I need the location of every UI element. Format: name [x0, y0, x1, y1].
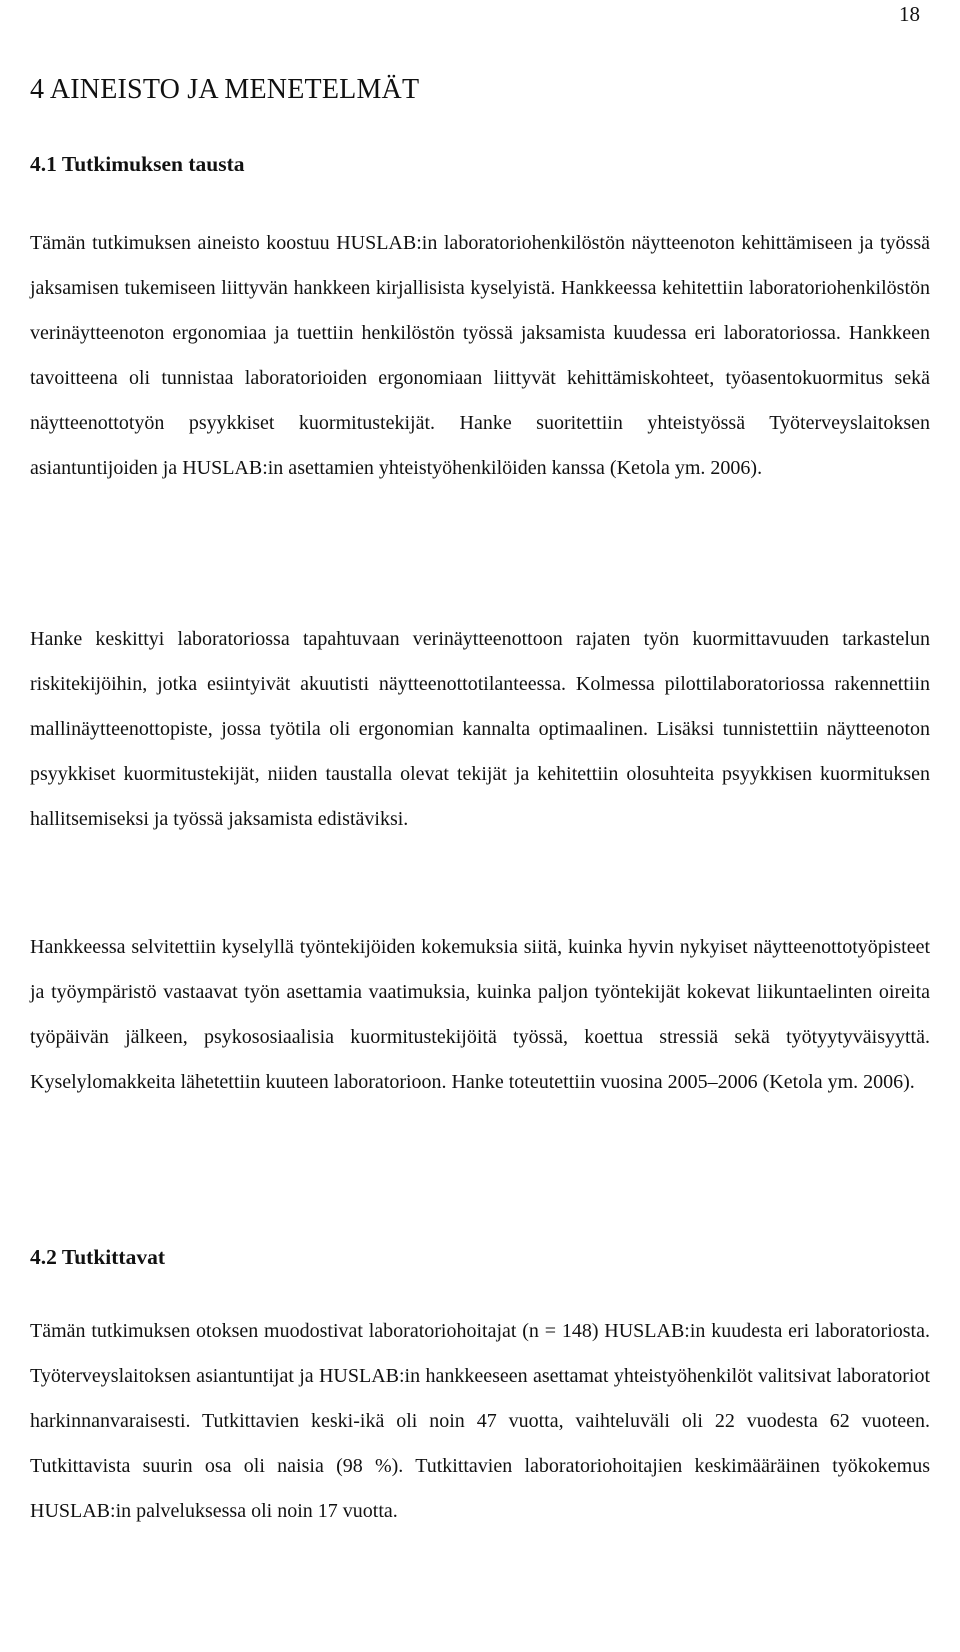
section-heading-4-2: 4.2 Tutkittavat: [30, 1245, 166, 1269]
paragraph-4-2-1: Tämän tutkimuksen otoksen muodostivat laboratoriohoitajat (n = 148) HUSLAB:in kuudesta eri laboratoriosta. Työterveyslaitoksen asiantuntijat ja HUSLAB:in hankkeeseen asettamat yhteistyöhenkilöt valitsivat laboratoriot harkinnanvaraisesti. Tutkittavien keski-ikä oli noin 47 vuotta, vaihteluväli oli 22 vuodesta 62 vuoteen. Tutkittavista suurin osa oli naisia (98 %). Tutkittavien laboratoriohoitajien keskimääräinen työkokemus HUSLAB:in palveluksessa oli noin 17 vuotta.: [30, 1320, 930, 1522]
paragraph-4-1-1: Tämän tutkimuksen aineisto koostuu HUSLAB:in laboratoriohenkilöstön näytteenoton kehittämiseen ja työssä jaksamisen tukemiseen liittyvän hankkeen kirjallisista kyselyistä. Hankkeessa kehitettiin laboratoriohenkilöstön verinäytteenoton ergonomiaa ja tuettiin henkilöstön työssä jaksamista kuudessa eri laboratoriossa. Hankkeen tavoitteena oli tunnistaa laboratorioiden ergonomiaan liittyvät kehittämiskohteet, työasentokuormitus sekä näytteenottotyön psyykkiset kuormitustekijät. Hanke suoritettiin yhteistyössä Työterveyslaitoksen asiantuntijoiden ja HUSLAB:in asettamien yhteistyöhenkilöiden kanssa (Ketola ym. 2006).: [30, 232, 930, 479]
paragraph-4-1-3: Hankkeessa selvitettiin kyselyllä työntekijöiden kokemuksia siitä, kuinka hyvin nykyiset näytteenottotyöpisteet ja työympäristö vastaavat työn asettamia vaatimuksia, kuinka paljon työntekijät kokevat liikuntaelinten oireita työpäivän jälkeen, psykososiaalisia kuormitustekijöitä työssä, koettua stressiä sekä työtyytyväisyyttä. Kyselylomakkeita lähetettiin kuuteen laboratorioon. Hanke toteutettiin vuosina 2005–2006 (Ketola ym. 2006).: [30, 936, 930, 1093]
page-number: 18: [899, 2, 920, 26]
paragraph-4-1-2: Hanke keskittyi laboratoriossa tapahtuvaan verinäytteenottoon rajaten työn kuormittavuuden tarkastelun riskitekijöihin, jotka esiintyivät akuutisti näytteenottotilanteessa. Kolmessa pilottilaboratoriossa rakennettiin mallinäytteenottopiste, jossa työtila oli ergonomian kannalta optimaalinen. Lisäksi tunnistettiin näytteenoton psyykkiset kuormitustekijät, niiden taustalla olevat tekijät ja kehitettiin olosuhteita psyykkisen kuormituksen hallitsemiseksi ja työssä jaksamista edistäviksi.: [30, 628, 930, 830]
section-heading-4-1: 4.1 Tutkimuksen tausta: [30, 152, 245, 176]
chapter-title: 4 AINEISTO JA MENETELMÄT: [30, 74, 420, 105]
